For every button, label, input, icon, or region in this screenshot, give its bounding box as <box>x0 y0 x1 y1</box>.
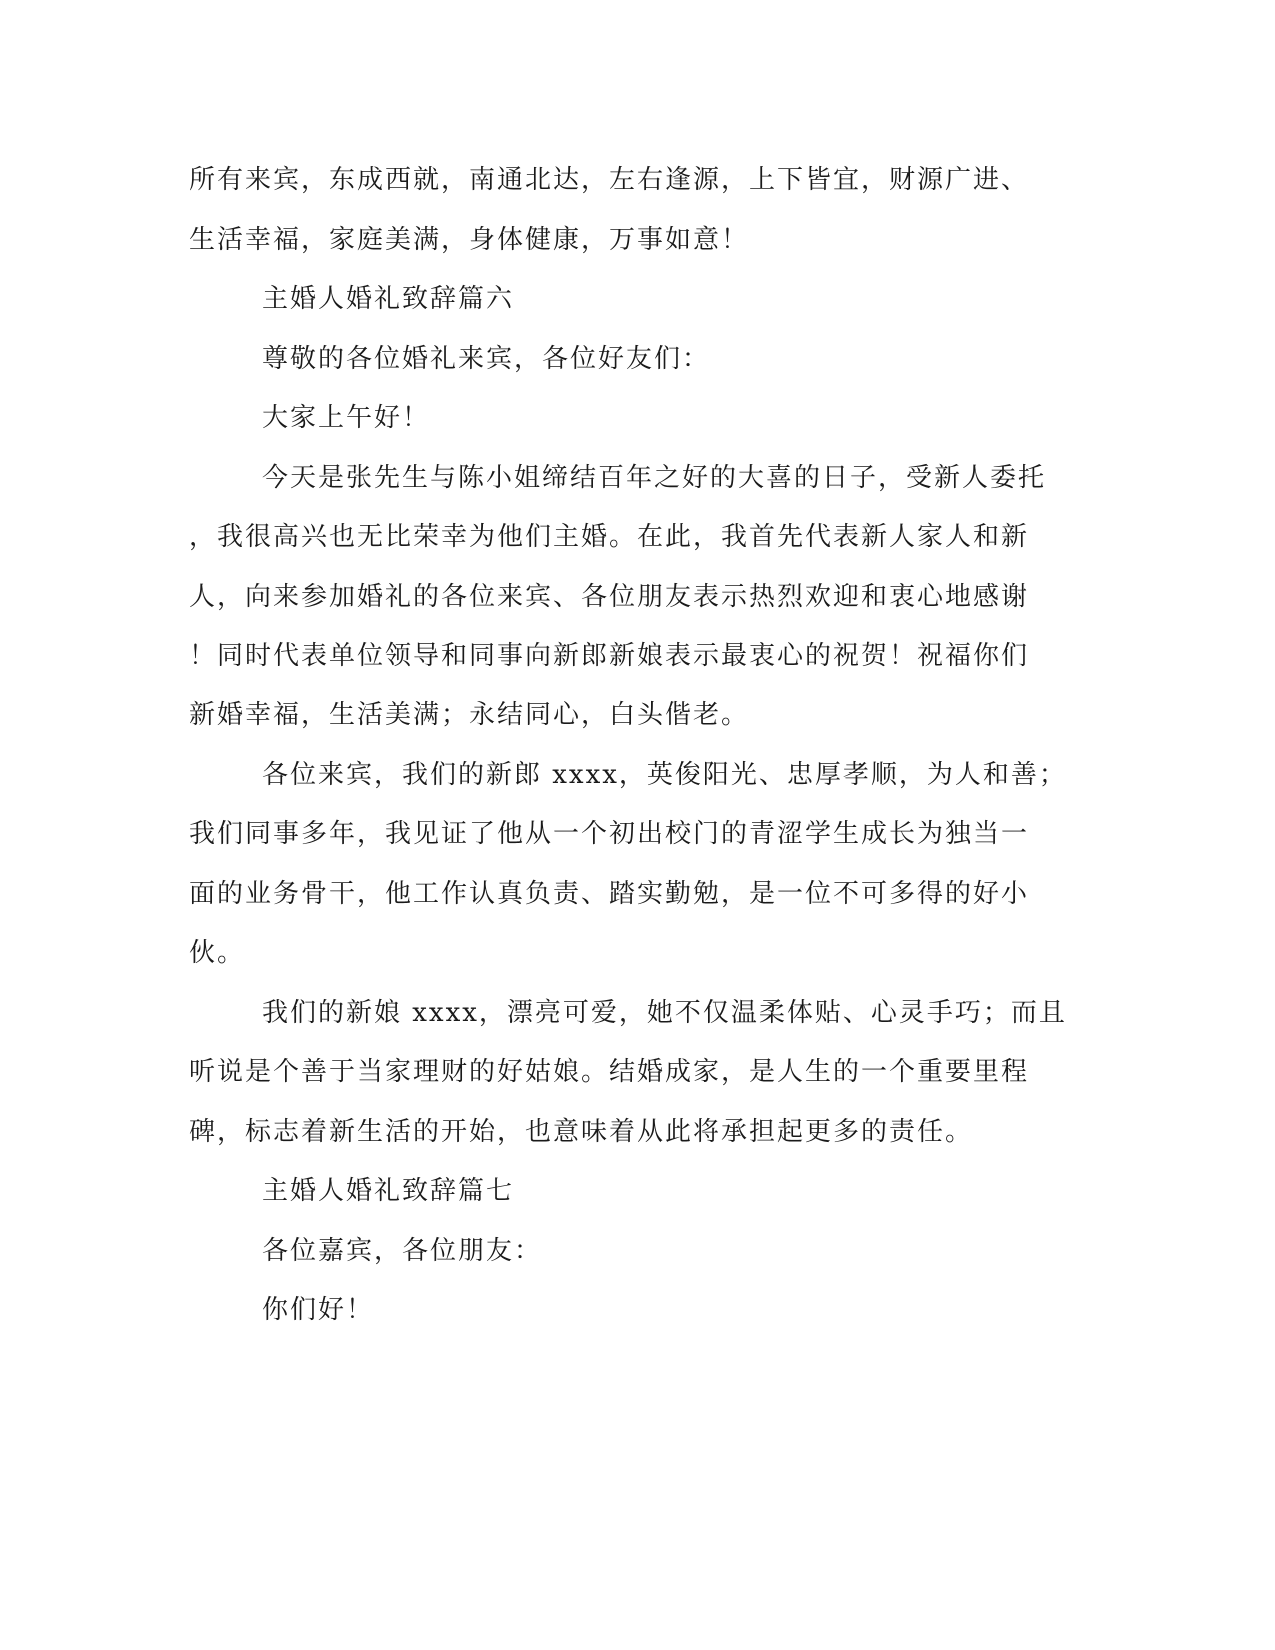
section-heading: 主婚人婚礼致辞篇七 <box>262 1176 515 1206</box>
paragraph-line: 我们的新娘 xxxx，漂亮可爱，她不仅温柔体贴、心灵手巧；而且 <box>262 998 1067 1028</box>
paragraph-line: 面的业务骨干，他工作认真负责、踏实勤勉，是一位不可多得的好小 <box>189 879 1030 909</box>
paragraph-line: 人，向来参加婚礼的各位来宾、各位朋友表示热烈欢迎和衷心地感谢 <box>189 582 1030 612</box>
salutation: 各位嘉宾，各位朋友： <box>262 1236 543 1266</box>
paragraph-line: 听说是个善于当家理财的好姑娘。结婚成家，是人生的一个重要里程 <box>189 1057 1030 1087</box>
section-heading: 主婚人婚礼致辞篇六 <box>262 284 515 314</box>
paragraph-line: 各位来宾，我们的新郎 xxxx，英俊阳光、忠厚孝顺，为人和善； <box>262 760 1067 790</box>
paragraph-line: 碑，标志着新生活的开始，也意味着从此将承担起更多的责任。 <box>189 1117 974 1147</box>
paragraph-line: 伙。 <box>189 938 246 968</box>
text-line: 生活幸福，家庭美满，身体健康，万事如意！ <box>189 225 750 255</box>
greeting: 大家上午好！ <box>262 403 431 433</box>
paragraph-line: 我们同事多年，我见证了他从一个初出校门的青涩学生成长为独当一 <box>189 819 1030 849</box>
greeting: 你们好！ <box>262 1295 375 1325</box>
paragraph-line: ！同时代表单位领导和同事向新郎新娘表示最衷心的祝贺！祝福你们 <box>189 641 1030 671</box>
paragraph-line: ，我很高兴也无比荣幸为他们主婚。在此，我首先代表新人家人和新 <box>189 522 1030 552</box>
paragraph-line: 新婚幸福，生活美满；永结同心，白头偕老。 <box>189 700 750 730</box>
text-line: 所有来宾，东成西就，南通北达，左右逢源，上下皆宜，财源广进、 <box>189 165 1030 195</box>
paragraph-line: 今天是张先生与陈小姐缔结百年之好的大喜的日子，受新人委托 <box>262 463 1047 493</box>
salutation: 尊敬的各位婚礼来宾，各位好友们： <box>262 344 711 374</box>
